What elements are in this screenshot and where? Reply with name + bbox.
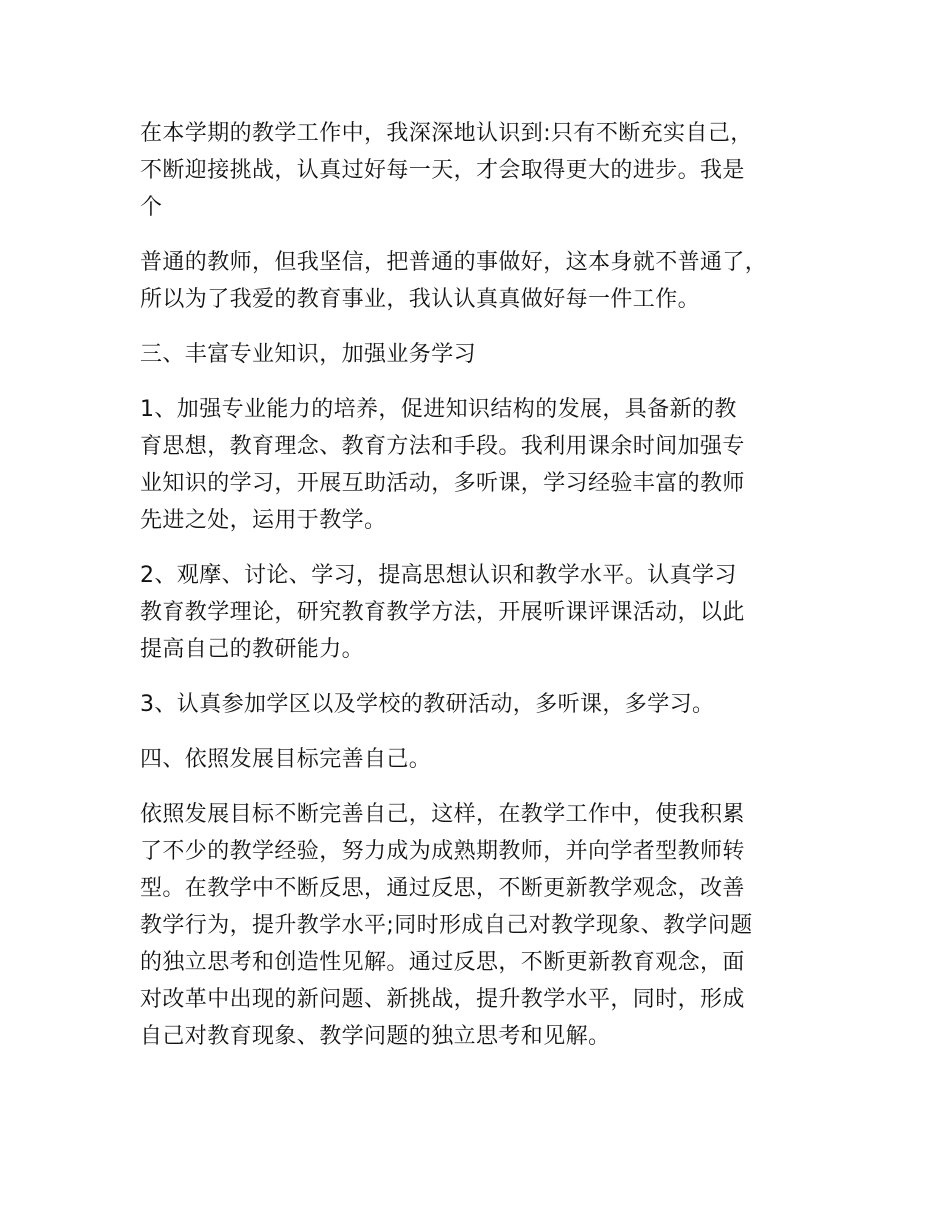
text-line: 不断迎接挑战，认真过好每一天，才会取得更大的进步。我是 <box>140 158 745 183</box>
text-line: 依照发展目标不断完善自己，这样，在教学工作中，使我积累 <box>140 802 745 827</box>
text-line: 普通的教师，但我坚信，把普通的事做好，这本身就不普通了， <box>140 250 768 275</box>
text-line: 育思想，教育理念、教育方法和手段。我利用课余时间加强专 <box>140 434 745 459</box>
text-line: 3、认真参加学区以及学校的教研活动，多听课，多学习。 <box>140 692 715 717</box>
text-line: 型。在教学中不断反思，通过反思，不断更新教学观念，改善 <box>140 876 745 901</box>
text-line: 教育教学理论，研究教育教学方法，开展听课评课活动，以此 <box>140 600 745 625</box>
heading-line: 三、丰富专业知识，加强业务学习 <box>140 342 477 367</box>
text-line: 所以为了我爱的教育事业，我认认真真做好每一件工作。 <box>140 287 701 312</box>
text-line: 个 <box>140 195 163 220</box>
section-heading-three <box>140 336 820 373</box>
text-line: 了不少的教学经验，努力成为成熟期教师，并向学者型教师转 <box>140 839 745 864</box>
text-line: 提高自己的教研能力。 <box>140 637 365 662</box>
text-line: 1、加强专业能力的培养，促进知识结构的发展，具备新的教 <box>140 397 737 422</box>
section-heading-four <box>140 741 820 778</box>
list-item-2 <box>140 557 820 668</box>
text-line: 对改革中出现的新问题、新挑战，提升教学水平，同时，形成 <box>140 987 745 1012</box>
text-line: 业知识的学习，开展互助活动，多听课，学习经验丰富的教师 <box>140 471 745 496</box>
text-line: 自己对教育现象、教学问题的独立思考和见解。 <box>140 1024 611 1049</box>
list-item-1 <box>140 391 820 539</box>
text-line: 先进之处，运用于教学。 <box>140 508 387 533</box>
text-line: 教学行为，提升教学水平;同时形成自己对教学现象、教学问题 <box>140 913 753 938</box>
paragraph-intro <box>140 115 820 226</box>
list-item-3 <box>140 686 820 723</box>
paragraph-ordinary-teacher <box>140 244 820 318</box>
text-line: 2、观摩、讨论、学习，提高思想认识和教学水平。认真学习 <box>140 563 737 588</box>
heading-line: 四、依照发展目标完善自己。 <box>140 747 432 772</box>
text-line: 在本学期的教学工作中，我深深地认识到:只有不断充实自己， <box>140 121 753 146</box>
paragraph-self-improvement <box>140 796 820 1055</box>
document-body <box>140 115 820 1073</box>
text-line: 的独立思考和创造性见解。通过反思，不断更新教育观念，面 <box>140 950 745 975</box>
